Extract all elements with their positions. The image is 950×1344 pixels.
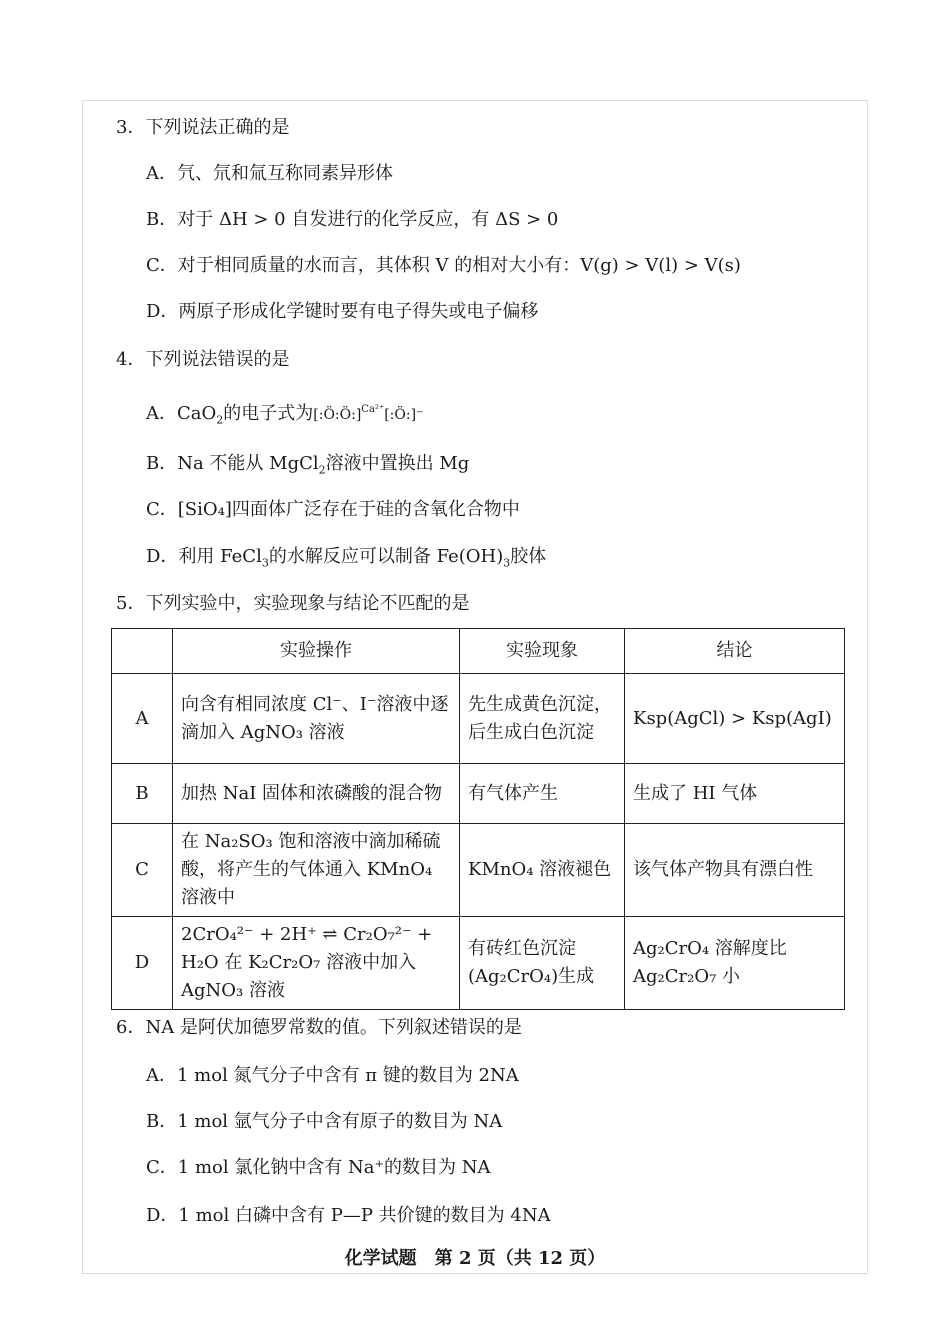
q5-stem: 5．下列实验中，实验现象与结论不匹配的是 [116,593,470,614]
table-row [112,824,845,917]
q4-a-text: A．CaO [146,403,217,424]
header-label-cell [112,629,173,674]
q3-option-a: A．氕、氘和氚互称同素异形体 [146,163,393,184]
table-row [112,674,845,764]
row-conclusion: 生成了 HI 气体 [625,764,845,824]
q6-option-c: C．1 mol 氯化钠中含有 Na⁺的数目为 NA [146,1157,491,1178]
table-row [112,917,845,1010]
q4-b-text: B．Na 不能从 MgCl [146,453,319,474]
q4-a-text2: 的电子式为 [223,403,314,424]
row-conclusion: Ag₂CrO₄ 溶解度比 Ag₂Cr₂O₇ 小 [625,917,845,1010]
electron-formula-peroxide-right: [:Ö:]⁻ [384,407,424,423]
header-observation: 实验现象 [460,629,625,674]
q4-d-text: D．利用 FeCl [146,546,262,567]
q6-option-b: B．1 mol 氩气分子中含有原子的数目为 NA [146,1111,503,1132]
row-operation: 在 Na₂SO₃ 饱和溶液中滴加稀硫酸，将产生的气体通入 KMnO₄ 溶液中 [173,824,460,917]
header-conclusion: 结论 [625,629,845,674]
q4-option-c: C．[SiO₄]四面体广泛存在于硅的含氧化合物中 [146,499,520,520]
row-operation: 加热 NaI 固体和浓磷酸的混合物 [173,764,460,824]
row-label: D [112,917,173,1010]
row-observation: KMnO₄ 溶液褪色 [460,824,625,917]
q6-option-d: D．1 mol 白磷中含有 P—P 共价键的数目为 4NA [146,1205,551,1226]
q3-option-c: C．对于相同质量的水而言，其体积 V 的相对大小有：V(g) > V(l) > V(s) [146,255,741,276]
q4-b-text2: 溶液中置换出 Mg [325,453,470,474]
row-label: A [112,674,173,764]
experiment-table [111,628,845,1010]
q4-option-d: D．利用 FeCl$_3$的水解反应可以制备 $Fe(OH)_3$胶体 [146,546,547,570]
q3-option-d: D．两原子形成化学键时要有电子得失或电子偏移 [146,301,539,322]
row-label: C [112,824,173,917]
header-operation: 实验操作 [173,629,460,674]
q3-option-b: B．对于 ΔH > 0 自发进行的化学反应，有 ΔS > 0 [146,209,559,230]
q4-option-b: B．Na 不能从 MgCl$_2$溶液中置换出 Mg [146,453,470,477]
row-operation: 2CrO₄²⁻ + 2H⁺ ⇌ Cr₂O₇²⁻ + H₂O 在 K₂Cr₂O₇ 溶液中加入 AgNO₃ 溶液 [173,917,460,1010]
q4-d-text2: 的水解反应可以制备 Fe(OH) [268,546,504,567]
q4-d-text3: 胶体 [510,546,547,567]
row-observation: 有气体产生 [460,764,625,824]
table-row [112,764,845,824]
row-operation: 向含有相同浓度 Cl⁻、I⁻溶液中逐滴加入 AgNO₃ 溶液 [173,674,460,764]
table-header-row [112,629,845,674]
calcium-ion: Ca²⁺ [361,404,385,415]
row-conclusion: Ksp(AgCl) > Ksp(AgI) [625,674,845,764]
row-observation: 有砖红色沉淀(Ag₂CrO₄)生成 [460,917,625,1010]
q4-stem: 4．下列说法错误的是 [116,349,290,370]
row-label: B [112,764,173,824]
row-conclusion: 该气体产物具有漂白性 [625,824,845,917]
q6-option-a: A．1 mol 氮气分子中含有 π 键的数目为 2NA [146,1065,519,1086]
electron-formula-peroxide-left: [:Ö:Ö:] [313,407,362,423]
page-footer: 化学试题 第 2 页（共 12 页） [344,1248,606,1269]
q3-stem: 3．下列说法正确的是 [116,117,290,138]
row-observation: 先生成黄色沉淀，后生成白色沉淀 [460,674,625,764]
q4-option-a: A．CaO$_2$的电子式为[:Ö:Ö:]$^{Ca^{2+}}$[:Ö:]⁻ [146,403,424,427]
q6-stem: 6．NA 是阿伏加德罗常数的值。下列叙述错误的是 [116,1017,522,1038]
